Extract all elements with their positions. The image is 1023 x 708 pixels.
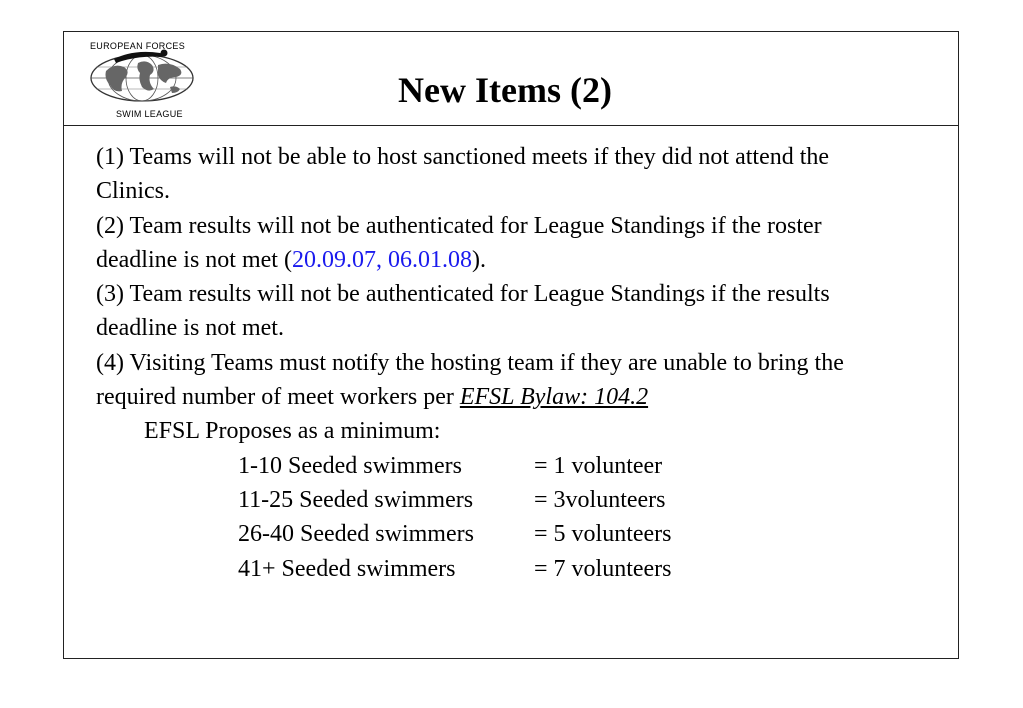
logo-bottom-text: SWIM LEAGUE (116, 109, 183, 119)
swimmer-range: 11-25 Seeded swimmers (238, 486, 474, 513)
slide-body (96, 140, 856, 586)
slide-title-container (64, 68, 958, 112)
volunteer-row (238, 483, 856, 517)
volunteer-count: = 5 volunteers (534, 521, 672, 548)
item-3: (3) Team results will not be authenticated for League Standings if the results deadline is not met. (96, 281, 830, 342)
swimmer-range: 1-10 Seeded swimmers (238, 452, 462, 479)
item-4-text: (4) Visiting Teams must notify the hosting team if they are unable to bring the required number of meet workers per (96, 349, 844, 411)
item-2-text: (2) Team results will not be authenticated for League Standings if the roster deadline is not met ( (96, 212, 822, 273)
item-2 (96, 209, 856, 278)
volunteer-count: = 1 volunteer (534, 452, 663, 479)
item-1: (1) Teams will not be able to host sanctioned meets if they did not attend the Clinics. (96, 144, 830, 205)
slide-title: New Items (2) (398, 70, 612, 110)
volunteer-row (238, 552, 856, 586)
volunteer-row (238, 517, 856, 551)
swimmer-range: 41+ Seeded swimmers (238, 555, 456, 582)
header-divider (64, 125, 958, 126)
item-2-tail: ). (471, 246, 486, 273)
volunteer-count: = 3volunteers (534, 486, 666, 513)
logo-top-text: EUROPEAN FORCES (90, 41, 186, 51)
roster-deadline-dates: 20.09.07, 06.01.08 (291, 246, 472, 273)
volunteer-row (238, 449, 856, 483)
proposal-intro: EFSL Proposes as a minimum: (144, 418, 441, 445)
item-4 (96, 346, 856, 415)
bylaw-reference: EFSL Bylaw: 104.2 (459, 384, 649, 411)
swimmer-range: 26-40 Seeded swimmers (238, 521, 474, 548)
volunteer-count: = 7 volunteers (534, 555, 672, 582)
